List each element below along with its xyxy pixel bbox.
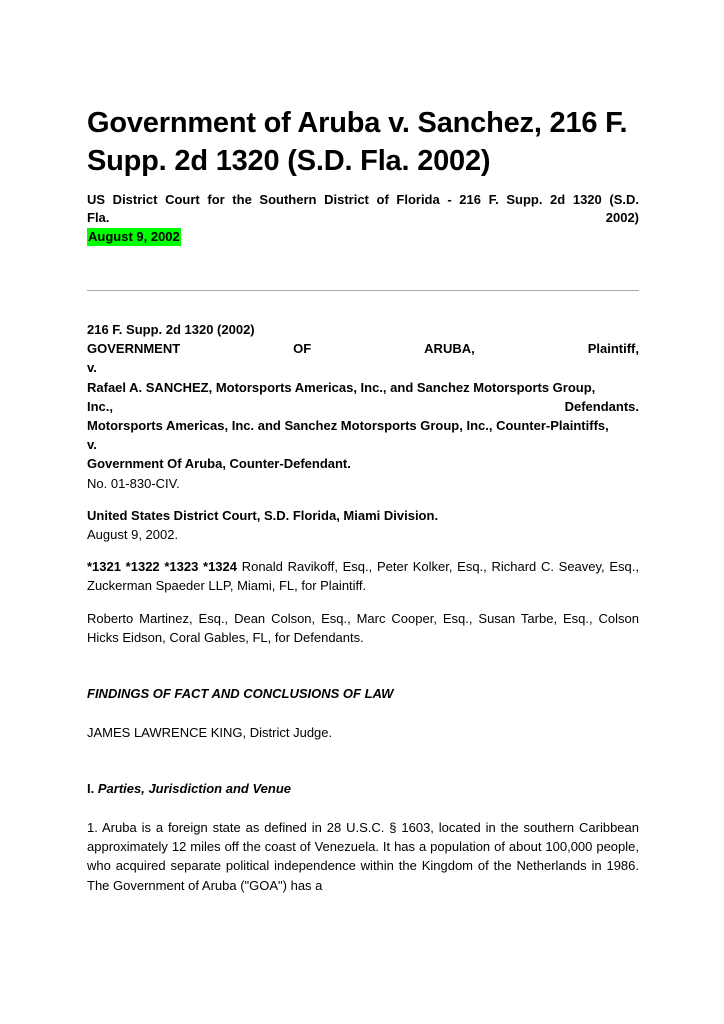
caption-word: ARUBA, [424, 341, 475, 357]
caption-counter-defendant: Government Of Aruba, Counter-Defendant. [87, 456, 351, 472]
court-citation-line: US District Court for the Southern District of Florida - 216 F. Supp. 2d 1320 (S.D. [87, 192, 639, 207]
divider [87, 290, 639, 291]
caption-word: OF [293, 341, 312, 357]
paragraph-1: 1. Aruba is a foreign state as defined in 28 U.S.C. § 1603, located in the southern Caribbean approximately 12 miles off the coast of Venezuela. It has a population of about 100,000 people, who acquired separate political independence within the Kingdom of the Netherlands in 1986. The Government of Aruba ("GOA") has a [87, 820, 639, 893]
caption-counter-plaintiffs: Motorsports Americas, Inc. and Sanchez Motorsports Group, Inc., Counter-Plaintiffs, [87, 418, 609, 434]
section-number: I. [87, 781, 95, 797]
caption-versus-2: v. [87, 437, 97, 453]
caption-word: Plaintiff, [587, 341, 639, 357]
caption-word: Inc., [87, 398, 114, 414]
judge-line: JAMES LAWRENCE KING, District Judge. [87, 725, 333, 741]
caption-citation: 216 F. Supp. 2d 1320 (2002) [87, 322, 255, 337]
caption-word: Defendants. [564, 398, 639, 414]
highlighted-date: August 9, 2002 [88, 229, 180, 244]
case-caption [87, 320, 639, 493]
caption-word: GOVERNMENT [87, 341, 181, 357]
court-citation-left: Fla. [87, 210, 110, 225]
counsel-plaintiff-text: Ronald Ravikoff, Esq., Peter Kolker, Esq., Richard C. Seavey, Esq., Zuckerman Spaeder LLP, Miami, FL, for Plaintiff. [87, 559, 639, 594]
document-content [87, 104, 639, 895]
counsel-defendants: Roberto Martinez, Esq., Dean Colson, Esq., Marc Cooper, Esq., Susan Tarbe, Esq., Colson Hicks Eidson, Coral Gables, FL, for Defendants. [87, 610, 639, 645]
section-heading [87, 779, 639, 798]
caption-plaintiff-line [87, 339, 639, 358]
court-name: United States District Court, S.D. Florida, Miami Division. [87, 507, 439, 523]
counsel-plaintiff [87, 557, 639, 595]
caption-versus: v. [87, 360, 97, 376]
court-block [87, 506, 639, 544]
caption-defendants-line-2 [87, 397, 639, 416]
findings-heading: FINDINGS OF FACT AND CONCLUSIONS OF LAW [87, 686, 394, 702]
decision-date: August 9, 2002. [87, 527, 179, 543]
court-citation-right: 2002) [605, 210, 639, 225]
page-title: Government of Aruba v. Sanchez, 216 F. Supp. 2d 1320 (S.D. Fla. 2002) [87, 107, 628, 177]
caption-defendants-line: Rafael A. SANCHEZ, Motorsports Americas, Inc., and Sanchez Motorsports Group, [87, 379, 596, 395]
court-citation-line-continued [87, 209, 639, 227]
page-markers: *1321 *1322 *1323 *1324 [87, 559, 238, 575]
section-title: Parties, Jurisdiction and Venue [97, 781, 291, 797]
docket-number: No. 01-830-CIV. [87, 475, 180, 491]
